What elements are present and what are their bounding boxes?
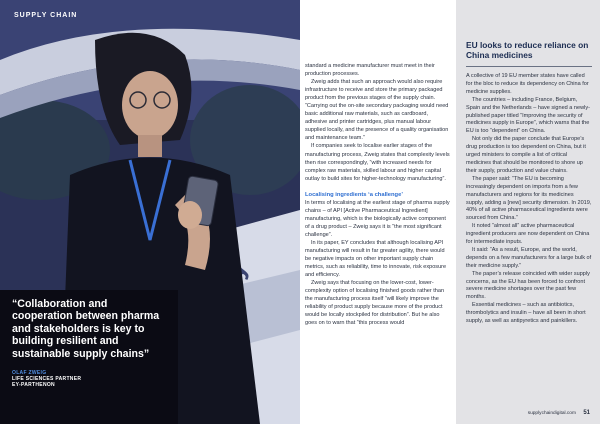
pull-quote-text: “Collaboration and cooperation between pharma and stakeholders is key to building resilient and sustainable supply chains” [12,298,160,360]
sidebar-title: EU looks to reduce reliance on China medicines [466,40,592,67]
pull-quote [0,290,178,424]
article-paragraph: In its paper, EY concludes that although localising API manufacturing will result in far greater agility, there would be negative impacts on other important supply chain metrics, such as reliability, time to innovate, risk exposure and efficiency. [305,239,447,279]
quote-author-company: EY-PARTHENON [12,382,55,389]
article-paragraph: Zweig adds that such an approach would also require infrastructure to receive and store the primary packaged product from the previous stages of the supply chain. “Carrying out the on-site secondary packaging would need basic additional raw materials, such as cardboard, adhesive and printer cartridges, plus manual labour supplied locally, and the presence of a quality organisation and maintenance team.” [305,79,449,142]
sidebar-body [466,73,592,326]
page-footer [528,410,590,416]
quote-author-role: LIFE SCIENCES PARTNER [12,376,82,383]
footer-url[interactable]: supplychaindigital.com [527,411,576,416]
sidebar-paragraph: Not only did the paper conclude that Europe’s drug production is too dependent on China, but it urged ministers to compile a list of critical medicines that should be monitored to shore up their supply, production and value chains. [466,136,586,174]
sidebar-paragraph: Essential medicines – such as antibiotics, thrombolytics and insulin – have all been in short supply, as well as antipyretics and painkillers. [466,302,586,325]
article-subheading: Localising ingredients ‘a challenge’ [305,191,403,198]
sidebar-paragraph: It noted “almost all” active pharmaceutical ingredient producers are now dependent on China for intermediate inputs. [466,223,590,246]
sidebar-paragraph: The paper said: “The EU is becoming increasingly dependent on imports from a few manufacturers and regions for its medicines supply, adding a [new] security dimension. In 2019, 40% of all active pharmaceutical ingredients were sourced from China.” [466,175,592,222]
article-paragraph: Zweig says that focusing on the lower-cost, lower-complexity option of localising finished goods rather than the manufacturing process itself “will likely improve the reliability of product supply because more of the product would be locally stockpiled for distribution”. But he also goes on to warn that “this process would [305,280,445,327]
sidebar-box [456,0,600,424]
article-paragraph: If companies seek to localise earlier stages of the manufacturing process, Zweig states that complexity levels then rise correspondingly, “with increased needs for complex raw materials, skilled labour and higher capital outlay to build sites for higher-technology manufacturing”. [305,143,450,182]
article-paragraph: In terms of localising at the earliest stage of pharma supply chains – of API [Active Pharmaceutical Ingredient] manufacturing, which is the biologically active component of a drug product – Zweig says it is “the most significant challenge”. [305,199,450,238]
article-paragraph: standard a medicine manufacturer must meet in their production processes. [305,63,435,78]
page-number: 51 [583,410,590,416]
sidebar-paragraph: The paper’s release coincided with wider supply concerns, as the EU has been forced to confront severe medicine shortages over the past few months. [466,270,590,301]
sidebar-paragraph: A collective of 19 EU member states have called for the bloc to reduce its dependency on China for medicine supplies. [466,73,589,95]
sidebar-paragraph: The countries – including France, Belgium, Spain and the Netherlands – have signed a newly-published paper titled “Improving the security of medicines supply in Europe”, which warns that the EU is too “dependent” on China. [466,96,590,135]
quote-author-name: OLAF ZWEIG [12,370,47,377]
section-tag: SUPPLY CHAIN [14,12,78,19]
sidebar-paragraph: It said: “As a result, Europe, and the world, depends on a few manufacturers for a large bulk of their medicine supply.” [466,246,592,269]
article-column [305,62,450,327]
